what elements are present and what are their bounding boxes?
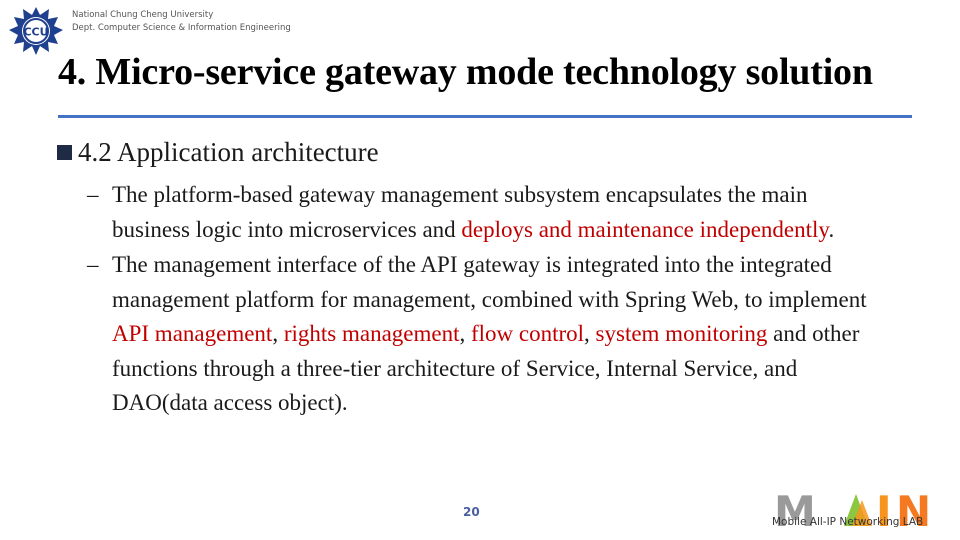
highlight-text: API management (112, 321, 273, 346)
university-name: National Chung Cheng University (72, 10, 214, 20)
bullet-list (87, 178, 872, 421)
highlight-text: rights management (283, 321, 460, 346)
highlight-text: deploys and maintenance independently (461, 216, 829, 242)
bullet-text: , (584, 321, 596, 346)
lab-name: Mobile All-IP Networking LAB (772, 516, 924, 528)
section-title: 4.2 Application architecture (78, 136, 379, 167)
bullet-text: . (828, 216, 835, 242)
dash-bullet-icon: – (87, 182, 99, 207)
logo-text: CCU (23, 25, 49, 39)
bullet-text: The management interface of the API gateway is integrated into the integrated management platform for management, combined with Spring Web, to implement (112, 252, 867, 312)
lab-logo-m: M (774, 487, 816, 536)
dash-bullet-icon: – (87, 252, 99, 277)
bullet-text: The platform-based gateway management subsystem encapsulates the main business logic into microservices and (112, 182, 808, 242)
bullet-item (87, 178, 872, 247)
bullet-text: , (272, 321, 284, 346)
university-logo (6, 5, 66, 57)
lab-logo-n: N (896, 487, 932, 536)
section-heading (57, 136, 379, 168)
slide-title: 4. Micro-service gateway mode technology solution (58, 51, 873, 93)
title-divider (58, 115, 912, 118)
page-number: 20 (463, 505, 480, 519)
highlight-text: system monitoring (595, 321, 768, 346)
department-name: Dept. Computer Science & Information Engineering (72, 23, 291, 33)
header-institution (72, 9, 291, 35)
highlight-text: flow control (470, 321, 585, 346)
bullet-text: and other functions through a three-tier architecture of Service, Internal Service, and DAO(data access object). (112, 321, 860, 415)
bullet-text: , (459, 321, 471, 346)
lab-logo-i: I (876, 487, 892, 536)
bullet-item (87, 248, 872, 421)
square-bullet-icon (57, 145, 72, 160)
